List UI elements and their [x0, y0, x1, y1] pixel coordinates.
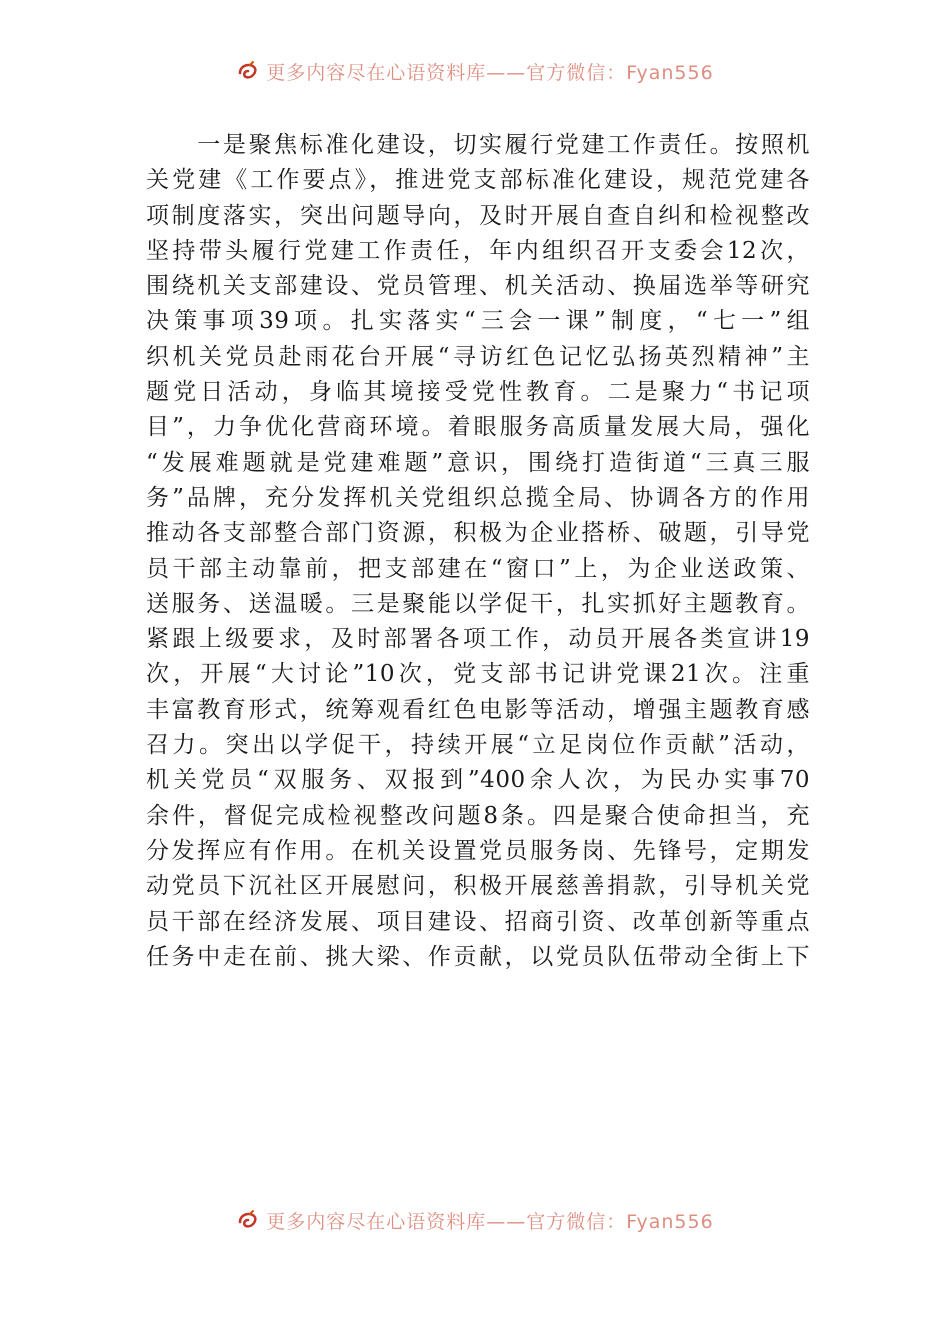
- paragraph-line: 项制度落实，突出问题导向，及时开展自查自纠和检视整改: [146, 202, 810, 229]
- paragraph-line: 送服务、送温暖。三是聚能以学促干，扎实抓好主题教育。: [146, 590, 810, 617]
- paragraph-line: “发展难题就是党建难题”意识，围绕打造街道“三真三服: [146, 449, 810, 476]
- paragraph-line: 关党建《工作要点》，推进党支部标准化建设，规范党建各: [146, 167, 810, 194]
- paragraph-line: 员干部在经济发展、项目建设、招商引资、改革创新等重点: [146, 908, 810, 935]
- brand-logo-icon: [236, 59, 260, 83]
- paragraph-line: 一是聚焦标准化建设，切实履行党建工作责任。按照机: [146, 132, 810, 158]
- paragraph-line: 织机关党员赴雨花台开展“寻访红色记忆弘扬英烈精神”主: [146, 343, 810, 370]
- document-body: [146, 128, 810, 975]
- paragraph-line: 目”，力争优化营商环境。着眼服务高质量发展大局，强化: [146, 414, 810, 441]
- paragraph-line: 员干部主动靠前，把支部建在“窗口”上，为企业送政策、: [146, 555, 810, 582]
- paragraph-line: 分发挥应有作用。在机关设置党员服务岗、先锋号，定期发: [146, 837, 810, 864]
- paragraph-line: 次，开展“大讨论”10次，党支部书记讲党课21次。注重: [146, 661, 810, 688]
- paragraph-line: 余件，督促完成检视整改问题8条。四是聚合使命担当，充: [146, 802, 810, 829]
- paragraph-line: 丰富教育形式，统筹观看红色电影等活动，增强主题教育感: [146, 696, 810, 723]
- header-watermark: [0, 56, 950, 86]
- paragraph-line: 任务中走在前、挑大梁、作贡献，以党员队伍带动全街上下: [146, 943, 810, 970]
- paragraph-line: 围绕机关支部建设、党员管理、机关活动、换届选举等研究: [146, 273, 810, 300]
- paragraph-line: 坚持带头履行党建工作责任，年内组织召开支委会12次，: [146, 237, 810, 264]
- paragraph-line: 题党日活动，身临其境接受党性教育。二是聚力“书记项: [146, 379, 810, 406]
- footer-watermark: [0, 1205, 950, 1235]
- watermark-text: 更多内容尽在心语资料库——官方微信：Fyan556: [266, 61, 714, 84]
- paragraph-line: 机关党员“双服务、双报到”400余人次，为民办实事70: [146, 767, 810, 794]
- paragraph-line: 紧跟上级要求，及时部署各项工作，动员开展各类宣讲19: [146, 626, 810, 653]
- paragraph-line: 召力。突出以学促干，持续开展“立足岗位作贡献”活动，: [146, 732, 810, 759]
- watermark-text: 更多内容尽在心语资料库——官方微信：Fyan556: [266, 1210, 714, 1233]
- paragraph-line: 推动各支部整合部门资源，积极为企业搭桥、破题，引导党: [146, 520, 810, 547]
- brand-logo-icon: [236, 1208, 260, 1232]
- paragraph-line: 决策事项39项。扎实落实“三会一课”制度，“七一”组: [146, 308, 810, 335]
- paragraph-line: 动党员下沉社区开展慰问，积极开展慈善捐款，引导机关党: [146, 873, 810, 900]
- paragraph-line: 务”品牌，充分发挥机关党组织总揽全局、协调各方的作用: [146, 484, 810, 511]
